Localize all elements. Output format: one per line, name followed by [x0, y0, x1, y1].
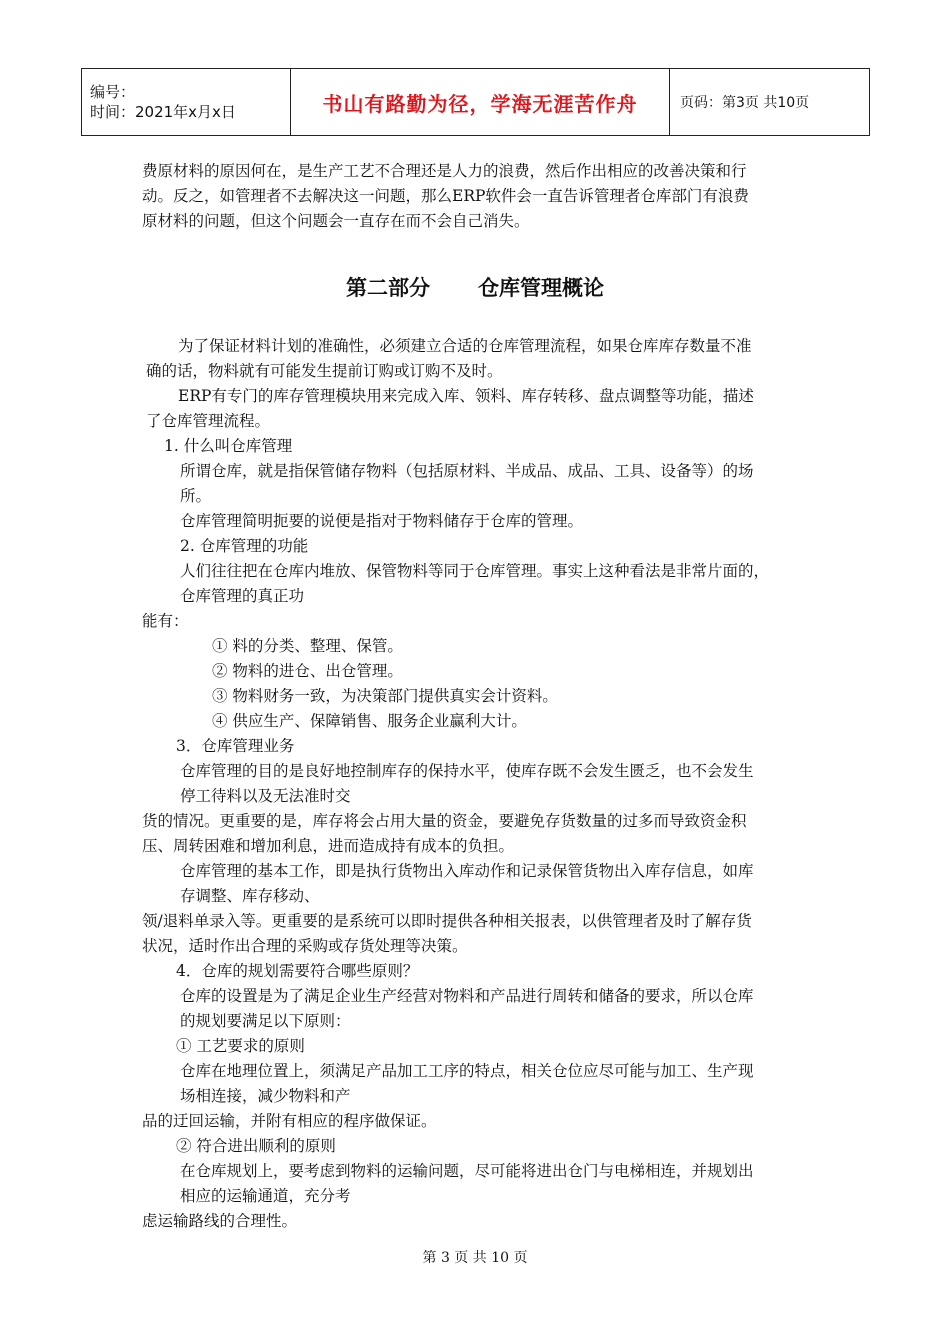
heading-line: 2. 仓库管理的功能	[180, 537, 309, 555]
paragraph-line: 原材料的问题，但这个问题会一直存在而不会自己消失。	[142, 212, 530, 230]
paragraph-line: 费原材料的原因何在，是生产工艺不合理还是人力的浪费，然后作出相应的改善决策和行	[142, 162, 747, 180]
paragraph-line: 能有：	[142, 612, 189, 630]
section-title	[0, 272, 950, 302]
list-item: ② 物料的进仓、出仓管理。	[212, 662, 403, 680]
paragraph-line: 仓库管理的目的是良好地控制库存的保持水平，使库存既不会发生匮乏，也不会发生	[180, 762, 754, 780]
paragraph-line: 仓库管理的真正功	[180, 587, 305, 605]
list-item: ④ 供应生产、保障销售、服务企业赢利大计。	[212, 712, 527, 730]
list-item: ① 工艺要求的原则	[176, 1037, 305, 1055]
paragraph-line: 的规划要满足以下原则：	[180, 1012, 351, 1030]
heading-line: 1. 什么叫仓库管理	[164, 437, 293, 455]
header-table	[81, 68, 870, 136]
paragraph-line: 货的情况。更重要的是，库存将会占用大量的资金，要避免存货数量的过多而导致资金积	[142, 812, 747, 830]
paragraph-line: 虑运输路线的合理性。	[142, 1212, 298, 1230]
paragraph-line: 场相连接，减少物料和产	[180, 1087, 351, 1105]
paragraph-line: 停工待料以及无法准时交	[180, 787, 351, 805]
paragraph-line: 所谓仓库，就是指保管储存物料（包括原材料、半成品、成品、工具、设备等）的场	[180, 462, 754, 480]
paragraph-line: 压、周转困难和增加利息，进而造成持有成本的负担。	[142, 837, 515, 855]
paragraph-line: 状况，适时作出合理的采购或存货处理等决策。	[142, 937, 468, 955]
header-page-info: 页码：第3页 共10页	[670, 69, 870, 136]
page-footer: 第 3 页 共 10 页	[422, 1250, 528, 1266]
paragraph-line: 相应的运输通道，充分考	[180, 1187, 351, 1205]
header-left-cell	[82, 69, 291, 136]
paragraph-line: 仓库管理的基本工作，即是执行货物出入库动作和记录保管货物出入库存信息，如库	[180, 862, 754, 880]
paragraph-line: 仓库管理简明扼要的说便是指对于物料储存于仓库的管理。	[180, 512, 584, 530]
heading-line: 3．仓库管理业务	[176, 737, 295, 755]
paragraph-line: 品的迂回运输，并附有相应的程序做保证。	[142, 1112, 437, 1130]
document-number-label: 编号：	[90, 83, 136, 101]
paragraph-line: 存调整、库存移动、	[180, 887, 320, 905]
paragraph-line: 确的话，物料就有可能发生提前订购或订购不及时。	[146, 362, 503, 380]
list-item: ① 料的分类、整理、保管。	[212, 637, 403, 655]
paragraph-line: 仓库的设置是为了满足企业生产经营对物料和产品进行周转和储备的要求，所以仓库	[180, 987, 754, 1005]
paragraph-line: 了仓库管理流程。	[146, 412, 271, 430]
paragraph-line: 在仓库规划上，要考虑到物料的运输问题，尽可能将进出仓门与电梯相连，并规划出	[180, 1162, 754, 1180]
paragraph-line: ERP有专门的库存管理模块用来完成入库、领料、库存转移、盘点调整等功能，描述	[178, 387, 754, 405]
paragraph-line: 领/退料单录入等。更重要的是系统可以即时提供各种相关报表，以供管理者及时了解存货	[142, 912, 752, 930]
document-date: 时间：2021年x月x日	[90, 103, 236, 121]
paragraph-line: 人们往往把在仓库内堆放、保管物料等同于仓库管理。事实上这种看法是非常片面的，	[180, 562, 770, 580]
header-motto: 书山有路勤为径，学海无涯苦作舟	[291, 69, 670, 136]
section-part-label: 第二部分	[346, 276, 430, 300]
paragraph-line: 仓库在地理位置上，须满足产品加工工序的特点，相关仓位应尽可能与加工、生产现	[180, 1062, 754, 1080]
paragraph-line: 为了保证材料计划的准确性，必须建立合适的仓库管理流程，如果仓库库存数量不准	[178, 337, 752, 355]
paragraph-line: 动。反之，如管理者不去解决这一问题，那么ERP软件会一直告诉管理者仓库部门有浪费	[142, 187, 749, 205]
heading-line: 4．仓库的规划需要符合哪些原则？	[176, 962, 419, 980]
list-item: ② 符合进出顺利的原则	[176, 1137, 336, 1155]
list-item: ③ 物料财务一致，为决策部门提供真实会计资料。	[212, 687, 558, 705]
paragraph-line: 所。	[180, 487, 212, 505]
section-name: 仓库管理概论	[478, 276, 604, 300]
